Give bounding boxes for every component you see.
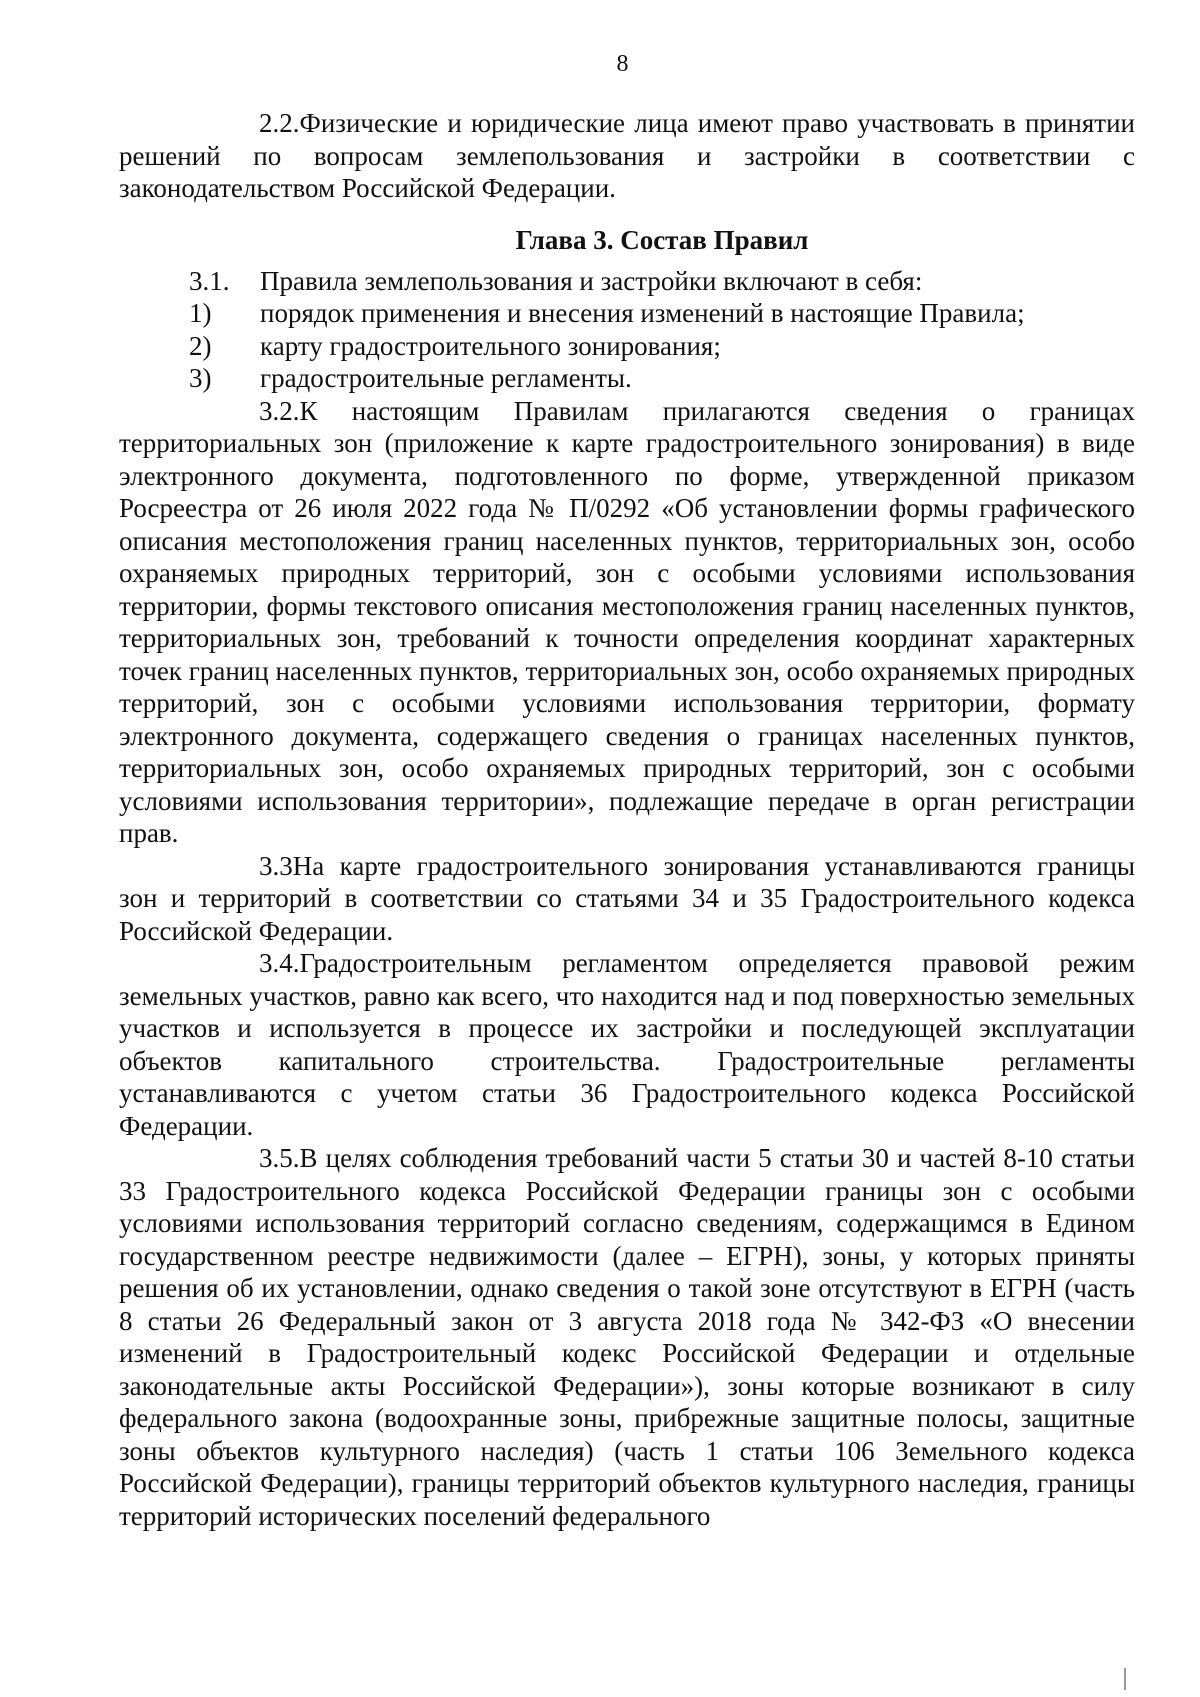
paragraph-text: На карте градостроительного зонирования устанавливаются границы зон и территорий в соответствии со статьями 34 и 35 Градостроительного кодекса Российской Федерации. xyxy=(119,850,1135,946)
paragraph-3-2 xyxy=(119,395,1135,850)
list-item-number: 1) xyxy=(189,298,212,328)
document-body xyxy=(119,107,1135,1532)
list-item xyxy=(119,362,1135,395)
paragraph-number: 3.1. xyxy=(189,265,230,296)
list-item-text: порядок применения и внесения изменений в настоящие Правила; xyxy=(260,298,1025,328)
paragraph-number: 2.2. xyxy=(259,108,300,138)
paragraph-2-2 xyxy=(119,107,1135,205)
paragraph-number: 3.3 xyxy=(259,850,293,881)
list-item xyxy=(119,297,1135,330)
paragraph-3-1 xyxy=(119,265,1135,298)
paragraph-text: К настоящим Правилам прилагаются сведения о границах территориальных зон (приложение к карте градостроительного зонирования) в виде электронного документа, подготовленного по форме, утвержденной приказом Росреестра от 26 июля 2022 года № П/0292 «Об установлении формы графического описания местоположения границ населенных пунктов, территориальных зон, особо охраняемых природных территорий, зон с особыми условиями использования территории, формы текстового описания местоположения границ населенных пунктов, территориальных зон, требований к точности определения координат характерных точек границ населенных пунктов, территориальных зон, особо охраняемых природных территорий, зон с особыми условиями использования территории, формату электронного документа, содержащего сведения о границах населенных пунктов, территориальных зон, особо охраняемых природных территорий, зон с особыми условиями использования территории», подлежащие передаче в орган регистрации прав. xyxy=(119,395,1135,848)
paragraph-number: 3.5. xyxy=(259,1143,300,1173)
paragraph-3-5 xyxy=(119,1142,1135,1532)
paragraph-text: Правила землепользования и застройки включают в себя: xyxy=(260,265,923,296)
paragraph-3-3 xyxy=(119,850,1135,948)
paragraph-text: Физические и юридические лица имеют право участвовать в принятии решений по вопросам землепользования и застройки в соответствии с законодательством Российской Федерации. xyxy=(119,108,1135,203)
list-item-text: градостроительные регламенты. xyxy=(260,363,632,393)
list-item-number: 3) xyxy=(189,363,212,393)
list-item xyxy=(119,330,1135,363)
paragraph-text: В целях соблюдения требований части 5 статьи 30 и частей 8-10 статьи 33 Градостроительного кодекса Российской Федерации границы зон с особыми условиями использования территорий согласно сведениям, содержащимся в Едином государственном реестре недвижимости (далее – ЕГРН), зоны, у которых приняты решения об их установлении, однако сведения о такой зоне отсутствуют в ЕГРН (часть 8 статьи 26 Федеральный закон от 3 августа 2018 года № 342-ФЗ «О внесении изменений в Градостроительный кодекс Российской Федерации и отдельные законодательные акты Российской Федерации»), зоны которые возникают в силу федерального закона (водоохранные зоны, прибрежные защитные полосы, защитные зоны объектов культурного наследия) (часть 1 статьи 106 Земельного кодекса Российской Федерации), границы территорий объектов культурного наследия, границы территорий исторических поселений федерального xyxy=(119,1143,1135,1531)
paragraph-text: Градостроительным регламентом определяется правовой режим земельных участков, равно как всего, что находится над и под поверхностью земельных участков и используется в процессе их застройки и последующей эксплуатации объектов капитального строительства. Градостроительные регламенты устанавливаются с учетом статьи 36 Градостроительного кодекса Российской Федерации. xyxy=(119,948,1135,1141)
scan-artifact-line xyxy=(1124,1668,1126,1690)
chapter-heading: Глава 3. Состав Правил xyxy=(515,224,809,255)
paragraph-number: 3.2. xyxy=(259,395,300,426)
paragraph-number: 3.4. xyxy=(259,948,300,978)
list-item-number: 2) xyxy=(189,330,212,361)
paragraph-3-4 xyxy=(119,947,1135,1142)
list-item-text: карту градостроительного зонирования; xyxy=(260,330,721,361)
page-number: 8 xyxy=(616,51,629,77)
